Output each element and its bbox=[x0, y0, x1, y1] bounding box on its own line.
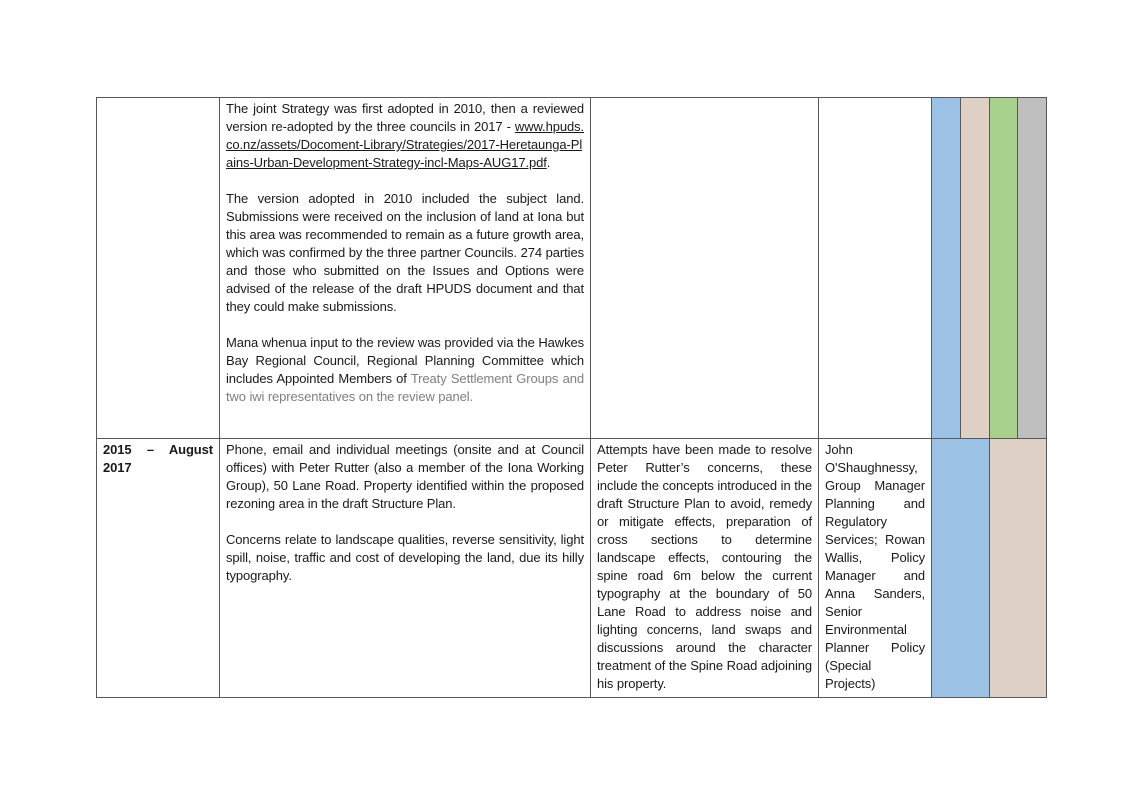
status-cell-tan bbox=[960, 98, 989, 439]
table-row-2015-august-2017 bbox=[97, 439, 1047, 698]
date-range-cell bbox=[97, 439, 220, 698]
status-cell-tan bbox=[989, 439, 1047, 698]
consultation-cell bbox=[220, 98, 591, 439]
paragraph-concerns: Concerns relate to landscape qualities, reverse sensitivity, light spill, noise, traffic and cost of developing the land, due its hilly typography. bbox=[226, 532, 584, 583]
response-cell bbox=[591, 439, 819, 698]
consultation-log-table bbox=[96, 97, 1047, 698]
paragraph-strategy-adoption bbox=[226, 100, 584, 172]
text-run: . bbox=[546, 155, 551, 170]
status-cell-gray bbox=[1018, 98, 1047, 439]
text-run: The joint Strategy was first adopted in 2010, then a reviewed version re-adopted by the three councils in 2017 - bbox=[226, 101, 584, 134]
consultation-cell bbox=[220, 439, 591, 698]
date-range-cell bbox=[97, 98, 220, 439]
response-cell bbox=[591, 98, 819, 439]
paragraph-staff: John O'Shaughnessy, Group Manager Planning and Regulatory Services; Rowan Wallis, Policy Manager and Anna Sanders, Senior Environmental Planner Policy (Special Projects) bbox=[825, 442, 925, 691]
status-cell-blue bbox=[932, 439, 990, 698]
hpuds-pdf-link[interactable]: www.hpuds.co.nz/assets/Docoment-Library/Strategies/2017-Heretaunga-Plains-Urban-Development-Strategy-incl-Maps-AUG17.pdf bbox=[226, 119, 584, 170]
paragraph-2010-version: The version adopted in 2010 included the subject land. Submissions were received on the inclusion of land at Iona but this area was recommended to remain as a future growth area, which was confirmed by the three partner Councils. 274 parties and those who submitted on the Issues and Options were advised of the release of the draft HPUDS document and that they could make submissions. bbox=[226, 191, 584, 314]
date-range-text: 2015 – August 2017 bbox=[103, 442, 213, 475]
status-cell-green bbox=[989, 98, 1018, 439]
status-cell-blue bbox=[932, 98, 961, 439]
text-run: Mana whenua input to the review was provided via the Hawkes Bay Regional Council, Regional Planning Committee which includes Appointed Members of bbox=[226, 335, 584, 386]
paragraph-meetings: Phone, email and individual meetings (onsite and at Council offices) with Peter Rutter (also a member of the Iona Working Group), 50 Lane Road. Property identified within the proposed rezoning area in the draft Structure Plan. bbox=[226, 442, 584, 511]
paragraph-mana-whenua bbox=[226, 334, 584, 406]
paragraph-response: Attempts have been made to resolve Peter Rutter’s concerns, these include the concepts introduced in the draft Structure Plan to avoid, remedy or mitigate effects, preparation of cross sections to determine landscape effects, contouring the spine road 6m below the current typography at the boundary of 50 Lane Road to address noise and lighting concerns, land swaps and discussions around the character treatment of the Spine Road adjoining his property. bbox=[597, 442, 812, 691]
table-row-hpuds-strategy bbox=[97, 98, 1047, 439]
staff-cell bbox=[819, 439, 932, 698]
text-run-muted: Treaty Settlement Groups and two iwi representatives on the review panel. bbox=[226, 371, 584, 404]
staff-cell bbox=[819, 98, 932, 439]
